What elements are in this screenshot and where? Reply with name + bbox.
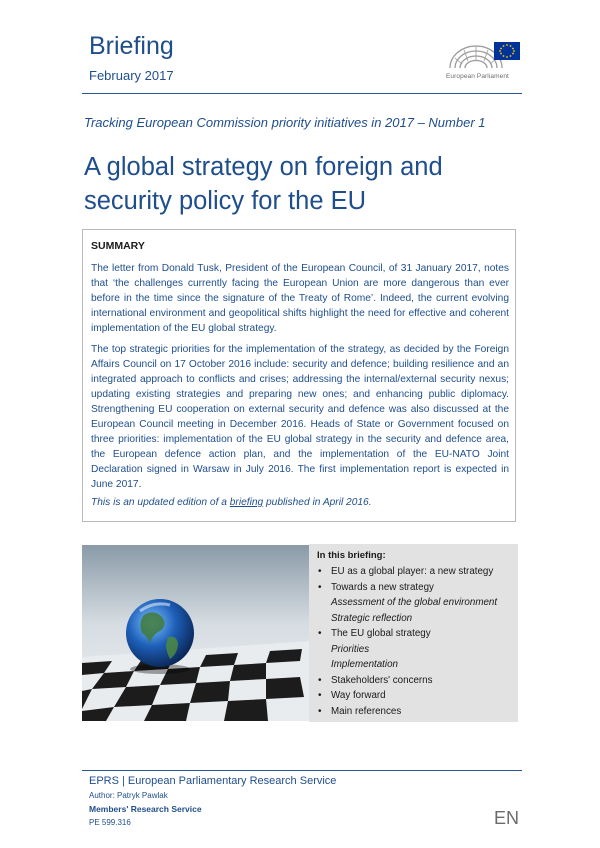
page-title: A global strategy on foreign and security policy for the EU xyxy=(84,153,443,215)
footer-pe-number: PE 599.316 xyxy=(89,818,131,827)
document-type-title: Briefing xyxy=(89,32,174,60)
summary-heading: SUMMARY xyxy=(91,240,145,252)
contents-item: • Towards a new strategy xyxy=(314,580,518,596)
footer-divider xyxy=(82,770,522,771)
footer-organisation: EPRS | European Parliamentary Research Service xyxy=(89,775,337,787)
footer-author: Author: Patryk Pawlak xyxy=(89,791,168,800)
summary-paragraph-3 xyxy=(91,495,509,510)
contents-subitem: Assessment of the global environment xyxy=(331,597,498,608)
contents-item: • Stakeholders' concerns xyxy=(314,673,518,689)
in-this-briefing-title: In this briefing: xyxy=(317,550,386,561)
series-subtitle: Tracking European Commission priority initiatives in 2017 – Number 1 xyxy=(84,115,486,130)
contents-subitem: Strategic reflection xyxy=(331,612,413,624)
european-parliament-label: European Parliament xyxy=(446,73,509,80)
globe-on-chessboard-image xyxy=(82,545,310,721)
summary-note-text-end: published in April 2016. xyxy=(263,497,372,508)
footer-service: Members' Research Service xyxy=(89,804,202,814)
contents-subitem: Priorities xyxy=(331,643,370,655)
summary-paragraph-1: The letter from Donald Tusk, President of the European Council, of 31 January 2017, notes that ‘the challenges currently facing the European Union are more dangerous than ever before in the time since the signature of the Treaty of Rome’. Indeed, the current evolving international environment and geopolitical shifts highlight the need for effective and coherent implementation of the EU global strategy. xyxy=(91,263,509,334)
header-divider xyxy=(82,93,522,94)
document-date: February 2017 xyxy=(89,68,174,83)
contents-item: • The EU global strategy xyxy=(314,626,518,642)
summary-paragraph-2: The top strategic priorities for the implementation of the strategy, as decided by the Foreign Affairs Council on 17 October 2016 include: security and defence; building resilience and an integrated approach to conflicts and crises; addressing the internal/external security nexus; updating existing strategies and preparing new ones; and enhancing public diplomacy. Strengthening EU cooperation on external security and defence was also discussed at the European Council meeting in December 2016. Heads of State or Government focused on three priorities: implementation of the EU global strategy in the security and defence area, the European defence action plan, and the implementation of the EU-NATO Joint Declaration signed in Warsaw in July 2016. The first implementation report is expected in June 2017. xyxy=(91,344,509,490)
in-this-briefing-panel xyxy=(309,544,518,722)
summary-note-text: This is an updated edition of a xyxy=(91,497,230,508)
contents-subitem: Implementation xyxy=(331,659,398,670)
parliament-hemicycle-icon xyxy=(446,34,522,72)
language-code: EN xyxy=(494,808,520,828)
contents-item: • Way forward xyxy=(314,688,518,704)
briefing-link[interactable]: briefing xyxy=(229,497,264,508)
contents-list xyxy=(314,564,518,719)
contents-item: • EU as a global player: a new strategy xyxy=(314,564,518,580)
contents-item: • Main references xyxy=(314,704,518,720)
